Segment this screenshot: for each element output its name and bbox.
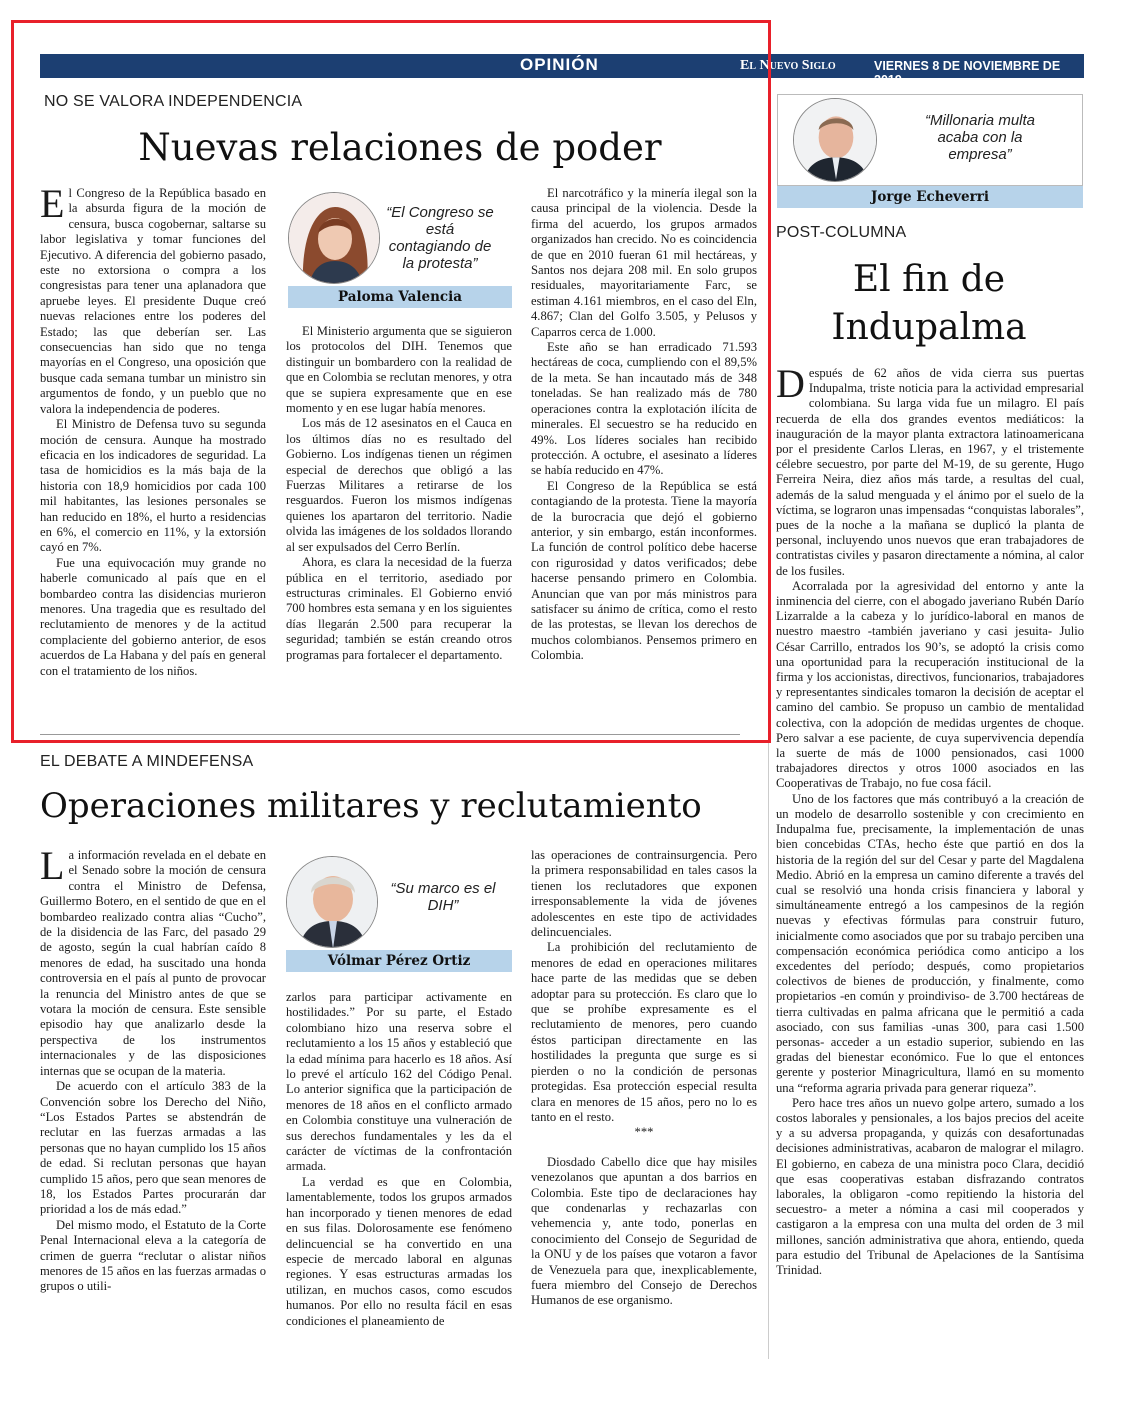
- paragraph: Este año se han erradicado 71.593 hectáreas de coca, cumpliendo con el 89,5% de la meta. Se han incautado más de 348 toneladas. Se han realizado más de 780 operaciones contra la explotación ilícita de minerales. El secuestro se ha reducido en 49%. Los líderes sociales han recibido protección. A octubre, el asesinato a líderes se había reducido en 47%.: [531, 340, 757, 478]
- paragraph: La verdad es que en Colombia, lamentablemente, todos los grupos armados han incorporado y tienen menores de edad en sus filas. Dolorosamente ese fenómeno delincuencial se ha convertido en una especie de mercado laboral en algunas regiones. Y esas estructuras armadas los utilizan, en muchos casos, como escudos humanos. Por ello no resulta fácil en esas condiciones el planeamiento de: [286, 1174, 512, 1328]
- article1-author-box: [288, 192, 512, 308]
- article3-pull-quote: “Millonaria multa acaba con la empresa”: [924, 112, 1036, 163]
- column-divider: [768, 94, 769, 1359]
- paragraph: Fue una equivocación muy grande no haberle comunicado al país que en el bombardeo contra las disidencias murieron menores. Una tragedia que es resultado del reclutamiento de menores y de la actitud complaciente del gobierno anterior, de esos acuerdos de La Habana y del país en general con el tratamiento de los niños.: [40, 555, 266, 678]
- article3-author-name: Jorge Echeverri: [777, 186, 1083, 208]
- issue-date: VIERNES 8 DE NOVIEMBRE DE 2019: [874, 59, 1061, 87]
- article1-column-1: [40, 181, 266, 679]
- dropcap: D: [776, 361, 805, 406]
- paragraph: Uno de los factores que más contribuyó a la creación de un modelo de desarrollo sostenible y con crecimiento en Indupalma fue, precisamente, la implementación de unas bien concebidas CTAs, hecho éste que partió en dos la historia de la región del sur del Cesar y parte del Magdalena Medio. Abrió en la empresa un camino diferente a través del cual se resolvió una honda crisis financiera y laboral y simultáneamente entregó a los campesinos de la región nuevas y efectivas fórmulas para construir futuro, inicialmente como asociados que por su trabajo perciben una compensación económica periódica como anticipo a los excedentes del período; después, como propietarios colectivos de bienes de producción, y finalmente, como propietarios -en común y proindiviso- de 3.700 hectáreas de tierra cultivadas en palma africana que le permitió a cada asociado, con sus familias -unas 300, para casi 1.500 personas- acceder a un estadio superior, subiendo en las gradas del bienestar económico. Fue lo que el entonces gerente y posterior Minagricultura, llamó en su momento una “reforma agraria privada para generar riqueza”.: [776, 791, 1084, 1095]
- article2-kicker: EL DEBATE A MINDEFENSA: [40, 753, 254, 770]
- author-portrait-icon: [287, 857, 378, 948]
- paragraph: espués de 62 años de vida cierra sus puertas Indupalma, triste noticia para la actividad empresarial colombiana. Su larga vida fue un milagro. El país recuerda de ella dos grandes eventos mediáticos: la inauguración de la mayor planta extractora latinoamericana por el presidente Carlos Lleras, en 1967, y el tristemente célebre secuestro, por parte del M-19, de su gerente, Hugo Ferreira Neira, diez años más tarde, a resultas del cual, además de la salud menguada y el ánimo por el suelo de la víctima, se lograron unas impensadas “conquistas laborales”, pues de la noche a la mañana se duplicó la planta de personal, incluyendo unos nuevos que eran trabajadores de contratistas civiles y pasaron directamente a nómina, al calor de los fusiles.: [776, 366, 1084, 578]
- article2-headline: Operaciones militares y reclutamiento: [40, 786, 702, 826]
- article3-author-box: [777, 94, 1083, 208]
- article2-author-name: Vólmar Pérez Ortiz: [286, 950, 512, 972]
- section-separator: ***: [634, 1125, 654, 1140]
- author-photo: [286, 856, 378, 948]
- author-portrait-icon: [794, 99, 877, 182]
- article1-kicker: NO SE VALORA INDEPENDENCIA: [44, 93, 303, 110]
- paragraph: l Congreso de la República basado en la absurda figura de la moción de censura, busca cogobernar, saltarse su labor legislativa y tomar funciones del Ejecutivo. A diferencia del gobierno pasado, este no extorsiona o compra a los congresistas para tener una aplanadora que apruebe leyes. El presidente Duque creó nuevas relaciones entre los poderes del Estado; las que deberían ser. Las consecuencias han sido que no tenga mayorías en el Congreso, una oposición que busque cada semana tumbar un ministro sin argumentos de fondo, y un pueblo que no valora la independencia de poderes.: [40, 186, 266, 416]
- paragraph: Del mismo modo, el Estatuto de la Corte Penal Internacional eleva a la categoría de crimen de guerra “reclutar o alistar niños menores de 15 años en las fuerzas armadas o grupos o utili-: [40, 1217, 266, 1294]
- paragraph: Ahora, es clara la necesidad de la fuerza pública en el territorio, asediado por estructuras criminales. El Gobierno envió 700 hombres esta semana y en los siguientes días llegarán 2.500 para recuperar la seguridad; también se están creando otros programas para fortalecer el departamento.: [286, 555, 512, 662]
- paragraph: Diosdado Cabello dice que hay misiles venezolanos que apuntan a dos barrios en Colombia. Este tipo de declaraciones hay que condenarlas y rechazarlas con vehemencia y, ante todo, ponerlas en conocimiento del Consejo de Seguridad de la ONU y de los países que votaron a favor de Venezuela para que, inexplicablemente, fuera miembro del Consejo de Derechos Humanos de ese organismo.: [531, 1154, 757, 1308]
- article2-author-box: [286, 856, 512, 972]
- article1-pull-quote: “El Congreso se está contagiando de la protesta”: [386, 204, 494, 272]
- article2-pull-quote: “Su marco es el DIH”: [390, 880, 496, 914]
- author-photo: [793, 98, 877, 182]
- paragraph: las operaciones de contrainsurgencia. Pero la primera responsabilidad en tales casos la tienen los reclutadores que exponen irresponsablemente la vida de jóvenes adolescentes en este tipo de actividades delincuenciales.: [531, 848, 757, 940]
- paragraph: Los más de 12 asesinatos en el Cauca en los últimos días no es resultado del Gobierno. Los indígenas tienen un régimen especial de derechos que obligó a las Fuerzas Militares a retirarse de los resguardos. Fueron los mismos indígenas quienes los apartaron del territorio. Nadie olvida las imágenes de los soldados llorando al ser expulsados del Cerro Berlín.: [286, 416, 512, 554]
- article3-kicker: POST-COLUMNA: [776, 224, 907, 241]
- dropcap: E: [40, 181, 65, 226]
- article1-author-name: Paloma Valencia: [288, 286, 512, 308]
- article3-headline: [776, 256, 1082, 352]
- page-number: 9A: [1094, 54, 1119, 75]
- paragraph: El narcotráfico y la minería ilegal son la causa principal de la violencia. Desde la firma del acuerdo, los grupos armados organizados han crecido. No es coincidencia de que en 2010 fueran 61 mil hectáreas, y Santos nos dejara 208 mil. En solo grupos residuales, mayoritariamente Farc, se estiman 4.161 miembros, en el caso del Eln, 4.867; Clan del Golfo 3.505, y Pelusos y Caparros cerca de 1.000.: [531, 186, 757, 339]
- article3-body: [776, 361, 1084, 1278]
- paragraph: Acorralada por la agresividad del entorno y ante la inminencia del cierre, con el abogado javeriano Rubén Darío Lizarralde a la cabeza y lo jurídico-laboral en manos de nuestro maestro -también javeriano y casi jesuita- Julio César Carrillo, entrados los 90’s, se adoptó la crisis como una oportunidad para la recuperación institucional de la firma y los accionistas, directivos, funcionarios, trabajadores y representantes sindicales tomaron la decisión de aceptar el camino del cambio. Se propuso un cambio de mentalidad colectiva, con la adopción de medidas urgentes de choque. Pero salvar a ese paciente, de cuya supervivencia dependía la suerte de más de 1000 pensionados, casi 1000 trabajadores directos y otros 1000 asociados en las Cooperativas de Trabajo, no fue cosa fácil.: [776, 578, 1084, 791]
- page-header-bar: [40, 54, 1119, 87]
- article1-headline: Nuevas relaciones de poder: [138, 126, 662, 169]
- newspaper-name: El Nuevo Siglo: [740, 58, 836, 73]
- article1-column-3: [531, 186, 757, 664]
- paragraph: El Congreso de la República se está contagiando de la protesta. Tiene la mayoría de la burocracia que dejó el gobierno anterior, y sin embargo, están inconformes. La función de control político debe hacerse con rigurosidad y datos verificados; debe hacerse pensando primero en Colombia. Anuncian que van por más ministros para satisfacer su ánimo de crítica, como el resto de las protestas, se llevan los derechos de muchos colombianos. Pensemos primero en Colombia.: [531, 478, 757, 663]
- paragraph: El Ministro de Defensa tuvo su segunda moción de censura. Aunque ha mostrado eficacia en los indicadores de seguridad. La tasa de homicidios es la más baja de la historia con 18,9 homicidios por cada 100 mil habitantes, las lesiones personales se han reducido en 18%, el hurto a residencias en 6%, el comercio en 11%, y la extorsión cayó en 7%.: [40, 417, 266, 555]
- article2-column-1: [40, 843, 266, 1295]
- article-divider: [40, 734, 740, 735]
- article1-column-2: [286, 324, 512, 663]
- paragraph: Pero hace tres años un nuevo golpe artero, sumado a los costos laborales y pensionales, a los bajos precios del aceite y a su adversa propaganda, y quizás con desafortunadas decisiones administrativas, acabaron de malograr el milagro. El gobierno, en cabeza de una ministra poco Clara, decidió que esas cooperativas estaban disfrazando contratos laborales, la obligaron -como repitiendo la historia del secuestro- a meter a nómina a casi mil cooperados y castigaron a la empresa con una multa del orden de 3 mil millones, sanción administrativa que ahora, entiendo, queda para estudio del Tribunal de Apelaciones de la Santísima Trinidad.: [776, 1095, 1084, 1277]
- paragraph: La prohibición del reclutamiento de menores de edad en operaciones militares hace parte de las medidas que se deben adoptar para su protección. Es claro que lo que se prohíbe expresamente es el reclutamiento de menores, pero cuando éstos participan directamente en las hostilidades la pregunta que surge es si pierden o no la condición de personas protegidas. Esa protección especial resulta clara en menores de 15 años, pero no lo es tanto en el resto.: [531, 940, 757, 1124]
- section-title: OPINIÓN: [520, 55, 599, 74]
- author-photo: [288, 192, 380, 284]
- author-portrait-icon: [289, 193, 380, 284]
- paragraph: De acuerdo con el artículo 383 de la Convención sobre los Derecho del Niño, “Los Estados Partes se abstendrán de reclutar en las fuerzas armadas a las personas que no hayan cumplido los 15 años de edad. Si reclutan personas que hayan cumplido 15 años, pero que sean menores de 18, los Estados Partes procurarán dar prioridad a los de más edad.”: [40, 1079, 266, 1217]
- paragraph: zarlos para participar activamente en hostilidades.” Por su parte, el Estado colombiano hizo una reserva sobre el reclutamiento a los 15 años y estableció que la edad mínima para hacerlo es 18 años. Así lo prevé el artículo 162 del Código Penal. Lo anterior significa que la participación de menores de 18 años en el conflicto armado en Colombia constituye una vulneración de sus derechos fundamentales y les da el carácter de víctimas de la confrontación armada.: [286, 990, 512, 1174]
- article2-column-3: [531, 848, 757, 1309]
- headline-line: El fin de: [852, 259, 1006, 300]
- dropcap: L: [40, 843, 65, 888]
- article2-column-2: [286, 990, 512, 1329]
- paragraph: a información revelada en el debate en el Senado sobre la moción de censura contra el Ministro de Defensa, Guillermo Botero, en el sentido de que en el bombardeo realizado contra alias “Cucho”, de la disidencia de las Farc, del pasado 29 de agosto, según la cual habrían caído 8 menores de edad, ha suscitado una honda controversia en el país al punto de provocar la renuncia del Ministro antes de que se votara la moción de censura. Este sensible episodio hay que analizarlo desde la perspectiva de los instrumentos internacionales y de las disposiciones internas que se ocupan de la materia.: [40, 848, 266, 1078]
- headline-line: Indupalma: [831, 307, 1027, 348]
- paragraph: El Ministerio argumenta que se siguieron los protocolos del DIH. Tenemos que distinguir un bombardero con la realidad de que en Colombia se reclutan menores, y otra que se supiera expresamente que en ese momento y en ese lugar había menores.: [286, 324, 512, 416]
